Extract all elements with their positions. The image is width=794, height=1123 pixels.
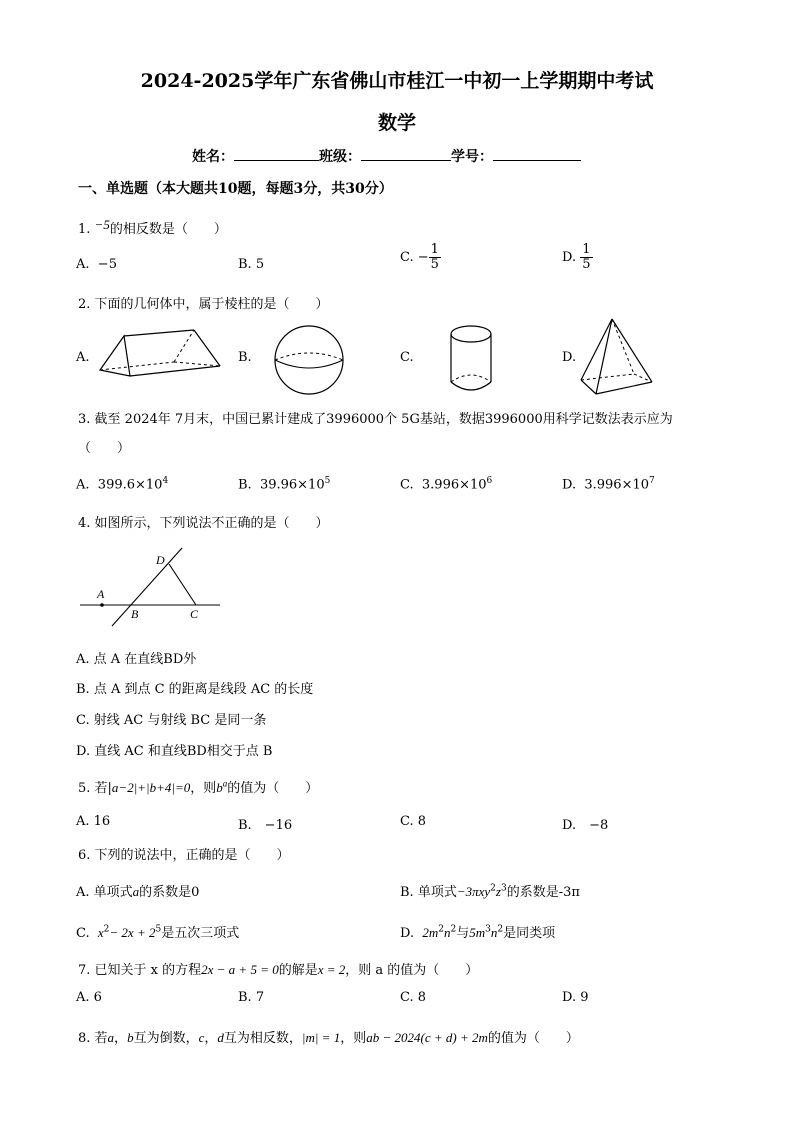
cylinder-figure — [448, 324, 496, 392]
question-4-stem: 4. 如图所示，下列说法不正确的是（ ） — [78, 516, 329, 531]
fraction — [429, 243, 441, 272]
option-exponent: 7 — [649, 476, 655, 486]
q3-option-b[interactable] — [238, 476, 330, 492]
option-math: −3πxy — [456, 884, 491, 899]
question-6-stem: 6. 下列的说法中，正确的是（ ） — [78, 848, 290, 863]
numerator: 1 — [582, 242, 591, 257]
option-label: D. — [562, 477, 577, 493]
option-label: D. — [400, 926, 415, 941]
q2-option-c-label[interactable]: C. — [400, 350, 414, 365]
q1-option-d[interactable] — [562, 243, 593, 272]
stem-prefix: 8. 若 — [78, 1031, 108, 1046]
student-info-row — [192, 146, 581, 166]
name-blank[interactable] — [234, 146, 319, 161]
name-label: 姓名： — [192, 149, 234, 165]
option-math: x — [97, 925, 104, 940]
q7-option-a[interactable]: A. 6 — [76, 990, 102, 1005]
option-text: 的系数是-3π — [506, 885, 580, 900]
option-label: D. — [562, 250, 577, 265]
option-label: C. — [400, 477, 414, 493]
q5-option-d[interactable]: D. −8 — [562, 818, 609, 833]
q6-option-b[interactable] — [400, 881, 580, 900]
question-3-stem-line1: 3. 截至 2024年 7月末，中国已累计建成了3996000个 5G基站，数据3996000用科学记数法表示应为 — [78, 412, 673, 427]
id-blank[interactable] — [493, 146, 581, 161]
point-a-label: A — [97, 587, 105, 601]
question-1-value: −5 — [94, 217, 110, 232]
power-exponent: a — [222, 778, 228, 789]
option-math: 2m — [422, 925, 439, 940]
q7-option-c[interactable]: C. 8 — [400, 990, 427, 1005]
stem-equation: 2x − a + 5 = 0 — [201, 962, 279, 977]
q7-option-d[interactable]: D. 9 — [562, 990, 589, 1005]
q4-option-d[interactable]: D. 直线 AC 和直线BD相交于点 B — [76, 744, 273, 759]
option-base: 3.996×10 — [584, 477, 650, 493]
class-label: 班级： — [319, 149, 361, 165]
stem-mid: 的解是 — [278, 963, 318, 978]
option-base: 3.996×10 — [421, 477, 487, 493]
option-math: n — [490, 925, 498, 940]
exponent: 2 — [103, 924, 110, 935]
option-label: B. — [238, 477, 252, 493]
stem-text: ，则 — [340, 1031, 367, 1046]
q3-option-a[interactable] — [76, 476, 168, 492]
q4-option-b[interactable]: B. 点 A 到点 C 的距离是线段 AC 的长度 — [76, 682, 314, 697]
class-blank[interactable] — [361, 146, 451, 161]
option-exponent: 6 — [486, 476, 493, 486]
fraction — [580, 243, 592, 272]
q5-option-c[interactable]: C. 8 — [400, 814, 427, 829]
option-text: 是同类项 — [503, 926, 556, 941]
option-text: 的系数是0 — [139, 885, 200, 900]
exponent: 2 — [438, 924, 444, 935]
point-c-label: C — [190, 607, 199, 621]
stem-text: 互为相反数， — [223, 1031, 302, 1046]
exponent: 2 — [497, 924, 504, 935]
stem-mid: ，则 — [190, 781, 217, 796]
q2-option-b-label[interactable]: B. — [238, 350, 252, 365]
option-value: 5 — [255, 257, 265, 272]
variable-c: c — [198, 1030, 205, 1045]
pyramid-figure — [578, 316, 656, 400]
option-variable: a — [132, 884, 140, 899]
option-math: 5m — [469, 925, 486, 940]
option-text: A. 单项式 — [76, 885, 133, 900]
question-number: 1. — [78, 222, 91, 237]
q3-option-d[interactable] — [562, 476, 655, 492]
expression: ab − 2024(c + d) + 2m — [366, 1030, 488, 1045]
exponent: 2 — [450, 924, 457, 935]
question-8-stem — [78, 1027, 579, 1046]
q4-option-c[interactable]: C. 射线 AC 与射线 BC 是同一条 — [76, 713, 267, 728]
separator: ， — [204, 1031, 218, 1046]
q5-option-a[interactable]: A. 16 — [76, 814, 111, 829]
q7-option-b[interactable]: B. 7 — [238, 990, 265, 1005]
variable-a: a — [107, 1030, 115, 1045]
option-value: −5 — [97, 257, 117, 272]
option-math: − 2x + 2 — [109, 925, 156, 940]
denominator: 5 — [582, 257, 591, 272]
option-text: 是五次三项式 — [161, 926, 240, 941]
question-1-stem — [78, 218, 227, 237]
triangular-prism-figure — [96, 324, 224, 380]
point-b-label: B — [131, 607, 139, 621]
option-label: B. — [238, 257, 252, 272]
q3-option-c[interactable] — [400, 476, 492, 492]
exponent: 3 — [500, 883, 507, 894]
option-exponent: 4 — [162, 476, 169, 486]
q1-option-c[interactable] — [400, 243, 441, 272]
option-label: C. — [400, 250, 414, 265]
option-text: 与 — [456, 926, 470, 941]
option-exponent: 5 — [324, 476, 331, 486]
option-math: n — [443, 925, 451, 940]
question-1-text: 的相反数是（ ） — [109, 222, 227, 237]
id-label: 学号： — [451, 149, 493, 165]
stem-suffix: 的值为（ ） — [227, 781, 319, 796]
variable-d: d — [217, 1030, 224, 1045]
stem-prefix: 7. 已知关于 x 的方程 — [78, 963, 202, 978]
option-base: 39.96×10 — [259, 477, 325, 493]
page-title: 2024-2025学年广东省佛山市桂江一中初一上学期期中考试 — [140, 70, 654, 92]
stem-suffix: 的值为（ ） — [487, 1031, 579, 1046]
stem-suffix: ，则 a 的值为（ ） — [345, 963, 479, 978]
stem-prefix: 5. 若| — [78, 781, 112, 796]
denominator: 5 — [430, 257, 439, 272]
option-math: z — [495, 884, 501, 899]
exponent: 5 — [155, 924, 162, 935]
numerator: 1 — [430, 242, 439, 257]
variable-b: b — [127, 1030, 134, 1045]
power-base: b — [216, 780, 223, 795]
option-label: A. — [76, 477, 90, 493]
q6-option-c[interactable] — [76, 922, 239, 941]
option-base: 399.6×10 — [97, 477, 163, 493]
stem-equation: a−2|+|b+4|=0 — [111, 780, 191, 795]
exponent: 2 — [490, 883, 496, 894]
question-3-stem-line2: （ ） — [78, 441, 131, 456]
option-label: C. — [76, 926, 90, 941]
q6-option-d[interactable] — [400, 922, 555, 941]
separator: ， — [114, 1031, 128, 1046]
abs-m: |m| = 1 — [301, 1030, 341, 1045]
option-sign: − — [417, 250, 429, 265]
question-5-stem — [78, 777, 318, 796]
option-text: B. 单项式 — [400, 885, 457, 900]
question-2-stem: 2. 下面的几何体中，属于棱柱的是（ ） — [78, 297, 329, 312]
q6-option-a[interactable] — [76, 881, 199, 900]
point-d-label: D — [156, 553, 165, 567]
sphere-figure — [272, 324, 348, 396]
q2-option-d-label[interactable]: D. — [562, 350, 577, 365]
q1-option-a[interactable] — [76, 257, 117, 272]
q1-option-b[interactable] — [238, 257, 264, 272]
exponent: 3 — [485, 924, 491, 935]
point-a-dot — [100, 603, 104, 607]
line-diagram-figure — [76, 544, 224, 630]
section-heading: 一、单选题（本大题共10题，每题3分，共30分） — [78, 181, 393, 197]
question-7-stem — [78, 959, 478, 978]
q2-option-a-label[interactable]: A. — [76, 350, 90, 365]
q4-option-a[interactable]: A. 点 A 在直线BD外 — [76, 652, 197, 667]
page-subtitle: 数学 — [377, 112, 416, 134]
stem-solution: x = 2 — [317, 962, 346, 977]
option-label: A. — [76, 257, 90, 272]
stem-text: 互为倒数， — [133, 1031, 199, 1046]
q5-option-b[interactable]: B. −16 — [238, 818, 293, 833]
